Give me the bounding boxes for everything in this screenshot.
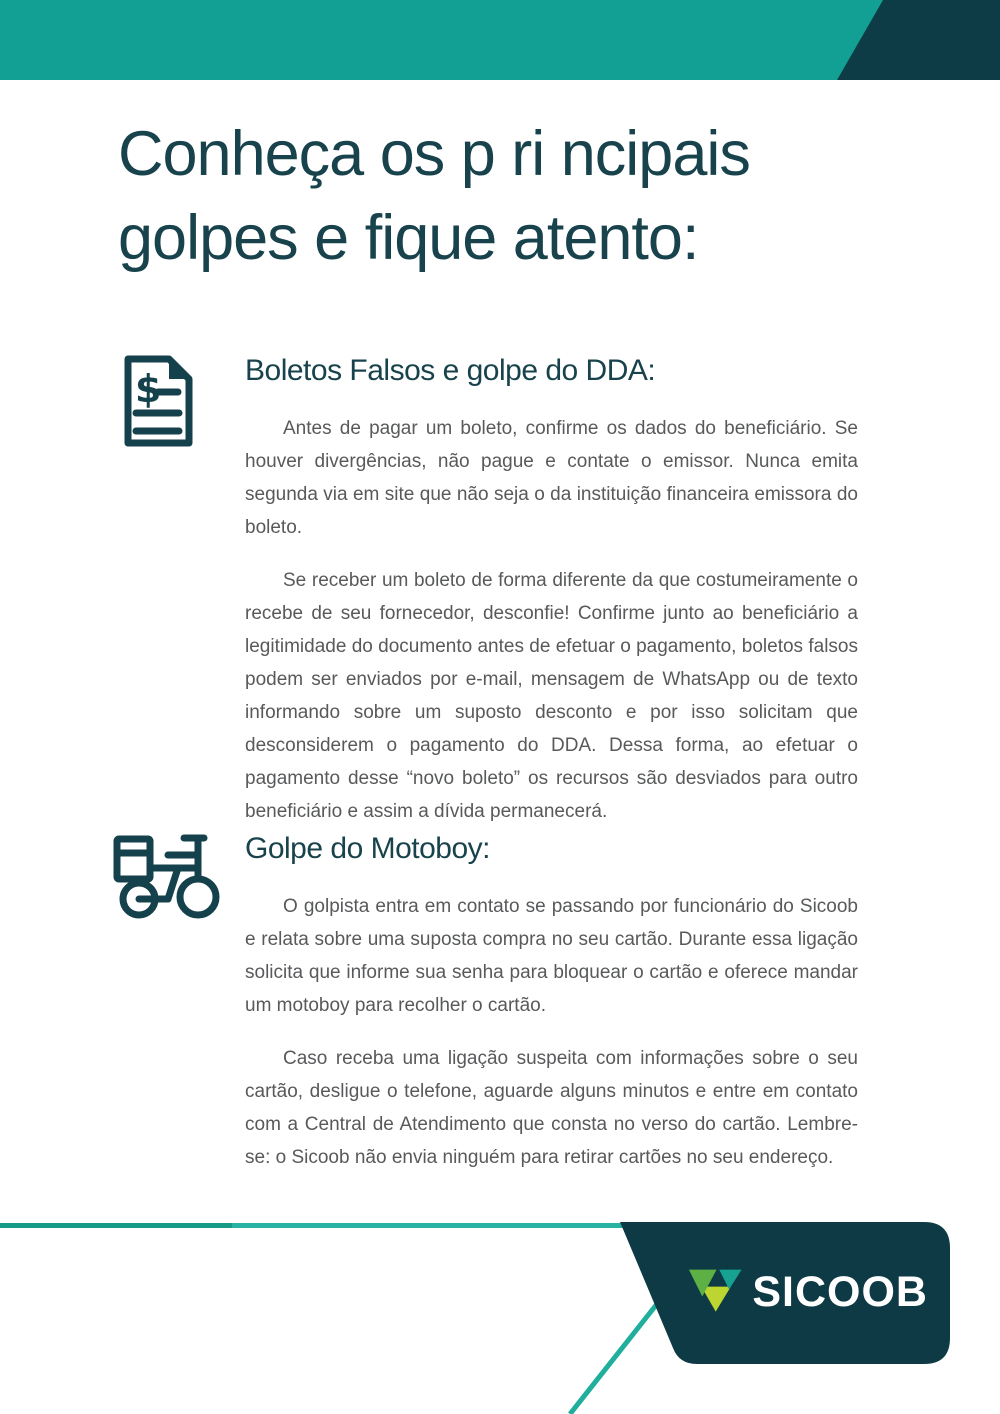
invoice-dollar-icon bbox=[116, 350, 200, 455]
sicoob-logo bbox=[688, 1256, 928, 1328]
page-title-line1: Conheça os p ri ncipais bbox=[118, 119, 750, 189]
section-motoboy-paragraph-1: O golpista entra em contato se passando por funcionário do Sicoob e relata sobre uma suposta compra no seu cartão. Durante essa ligação solicita que informe sua senha para bloquear o cartão e oferece mandar um motoboy para recolher o cartão. bbox=[245, 896, 858, 1016]
section-boletos bbox=[245, 352, 858, 828]
footer-rule-right bbox=[232, 1223, 624, 1228]
section-motoboy bbox=[245, 830, 858, 1174]
section-boletos-paragraph-1: Antes de pagar um boleto, confirme os dados do beneficiário. Se houver divergências, não pague e contate o emissor. Nunca emita segunda via em site que não seja o da instituição financeira emissora do boleto. bbox=[245, 418, 858, 538]
top-banner bbox=[0, 0, 1000, 80]
section-boletos-heading: Boletos Falsos e golpe do DDA: bbox=[245, 354, 656, 387]
motorcycle-icon bbox=[112, 826, 222, 927]
page-title bbox=[118, 112, 918, 280]
section-boletos-paragraph-2: Se receber um boleto de forma diferente da que costumeiramente o recebe de seu fornecedor, desconfie! Confirme junto ao beneficiário a legitimidade do documento antes de efetuar o pagamento, boletos falsos podem ser enviados por e-mail, mensagem de WhatsApp ou de texto informando sobre um suposto desconto e por isso solicitam que desconsiderem o pagamento do DDA. Dessa forma, ao efetuar o pagamento desse “novo boleto” os recursos são desviados para outro beneficiário e assim a dívida permanecerá. bbox=[245, 570, 858, 822]
section-motoboy-paragraph-2: Caso receba uma ligação suspeita com informações sobre o seu cartão, desligue o telefone, aguarde alguns minutos e entre em contato com a Central de Atendimento que consta no verso do cartão. Lembre-se: o Sicoob não envia ninguém para retirar cartões no seu endereço. bbox=[245, 1048, 858, 1168]
banner-corner-shape bbox=[0, 0, 1000, 80]
footer-rule-left bbox=[0, 1223, 232, 1228]
page-title-line2: golpes e fique atento: bbox=[118, 203, 699, 273]
sicoob-wordmark: SICOOB bbox=[752, 1267, 928, 1316]
svg-text:$: $ bbox=[135, 367, 162, 411]
sicoob-logo-mark bbox=[688, 1259, 743, 1325]
footer-diagonal-line bbox=[570, 1290, 668, 1414]
section-motoboy-heading: Golpe do Motoboy: bbox=[245, 832, 490, 865]
